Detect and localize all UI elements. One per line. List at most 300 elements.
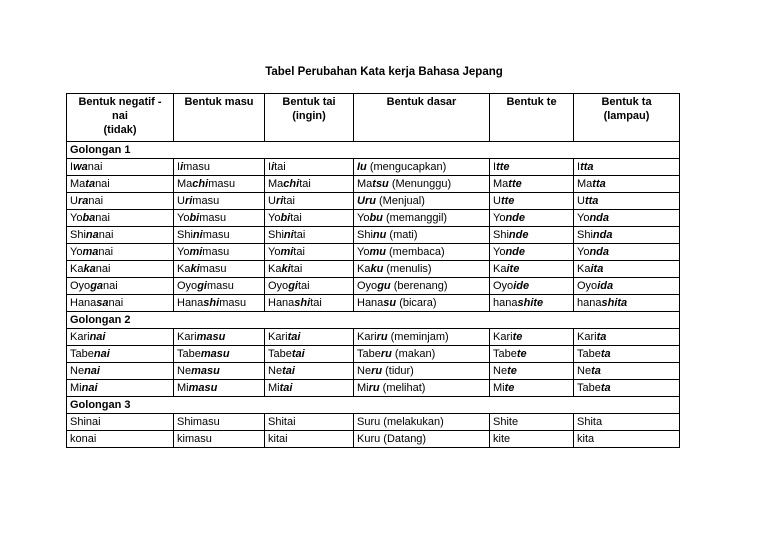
cell-negatif-nai	[67, 278, 174, 295]
word-part: Tabe	[577, 382, 601, 394]
highlighted-syllable: su	[383, 297, 397, 309]
word-part: (berenang)	[390, 280, 448, 292]
cell-negatif-nai	[67, 363, 174, 380]
table-row	[67, 329, 680, 346]
word-part: (bicara)	[396, 297, 437, 309]
cell-te	[490, 363, 574, 380]
cell-masu	[174, 295, 265, 312]
word-part: I	[70, 161, 74, 173]
word-part: Mi	[70, 382, 82, 394]
word-part: Yo	[177, 212, 190, 224]
header-bentuk-tai	[265, 94, 354, 142]
cell-tai	[265, 431, 354, 448]
word-part: Yo	[357, 212, 370, 224]
header-line: Bentuk tai	[282, 96, 336, 108]
word-part: I	[577, 161, 581, 173]
cell-ta	[574, 193, 680, 210]
word-part: nai	[108, 297, 124, 309]
word-part: Ma	[268, 178, 284, 190]
highlighted-syllable: te	[507, 365, 517, 377]
word-part: Oyo	[177, 280, 198, 292]
word-part: kitai	[268, 433, 288, 445]
table-row	[67, 363, 680, 380]
table-row	[67, 176, 680, 193]
word-part: nai	[98, 246, 114, 258]
cell-dasar	[354, 159, 490, 176]
highlighted-syllable: te	[512, 331, 523, 343]
highlighted-syllable: nu	[372, 229, 387, 241]
highlighted-syllable: tta	[584, 195, 599, 207]
word-part: Shi	[268, 229, 284, 241]
cell-masu	[174, 261, 265, 278]
word-part: tai	[293, 246, 305, 258]
word-part: Kari	[577, 331, 597, 343]
word-part: Mi	[493, 382, 505, 394]
word-part: Oyo	[268, 280, 289, 292]
highlighted-syllable: Iu	[357, 161, 367, 173]
header-line: Bentuk negatif -	[78, 96, 162, 108]
word-part: Kari	[70, 331, 90, 343]
cell-te	[490, 295, 574, 312]
word-part: U	[177, 195, 185, 207]
highlighted-syllable: ka	[83, 263, 96, 275]
word-part: (Menunggu)	[388, 178, 452, 190]
word-part: tai	[293, 229, 306, 241]
word-part: Ma	[177, 178, 193, 190]
word-part: Shinai	[70, 416, 101, 428]
cell-negatif-nai	[67, 227, 174, 244]
word-part: (melihat)	[379, 382, 426, 394]
word-part: Ne	[70, 365, 85, 377]
word-part: Kari	[493, 331, 513, 343]
word-part: Yo	[577, 246, 590, 258]
highlighted-syllable: nai	[81, 382, 98, 394]
highlighted-syllable: tte	[508, 178, 522, 190]
word-part: Yo	[493, 246, 506, 258]
word-part: Kuru (Datang)	[357, 433, 427, 445]
word-part: Oyo	[357, 280, 378, 292]
cell-dasar	[354, 193, 490, 210]
table-row	[67, 414, 680, 431]
highlighted-syllable: bu	[369, 212, 383, 224]
word-part: Ne	[493, 365, 508, 377]
word-part: U	[70, 195, 78, 207]
highlighted-syllable: ru	[380, 348, 392, 360]
cell-dasar	[354, 346, 490, 363]
cell-masu	[174, 414, 265, 431]
word-part: Shi	[357, 229, 373, 241]
word-part: Tabe	[177, 348, 201, 360]
group-row	[67, 312, 680, 329]
cell-dasar	[354, 244, 490, 261]
word-part: Yo	[357, 246, 370, 258]
word-part: Ka	[177, 263, 191, 275]
word-part: (meminjam)	[387, 331, 449, 343]
word-part: kita	[577, 433, 595, 445]
cell-te	[490, 227, 574, 244]
word-part: kite	[493, 433, 511, 445]
word-part: masu	[199, 212, 227, 224]
cell-ta	[574, 278, 680, 295]
cell-tai	[265, 159, 354, 176]
cell-dasar	[354, 414, 490, 431]
cell-ta	[574, 210, 680, 227]
header-line: (ingin)	[292, 110, 326, 122]
cell-tai	[265, 346, 354, 363]
highlighted-syllable: sa	[96, 297, 109, 309]
word-part: Oyo	[493, 280, 514, 292]
highlighted-syllable: ga	[90, 280, 104, 292]
highlighted-syllable: ta	[596, 331, 607, 343]
word-part: konai	[70, 433, 97, 445]
highlighted-syllable: shi	[203, 297, 220, 309]
word-part: I	[268, 161, 272, 173]
highlighted-syllable: i	[180, 161, 184, 173]
highlighted-syllable: ba	[82, 212, 96, 224]
cell-masu	[174, 227, 265, 244]
word-part: tai	[297, 280, 310, 292]
word-part: tai	[299, 178, 311, 190]
word-part: U	[577, 195, 585, 207]
highlighted-syllable: gi	[288, 280, 298, 292]
highlighted-syllable: ru	[368, 382, 380, 394]
highlighted-syllable: nde	[505, 246, 526, 258]
verb-conjugation-table	[66, 93, 680, 448]
word-part: Ma	[577, 178, 593, 190]
word-part: Tabe	[357, 348, 381, 360]
word-part: hana	[577, 297, 602, 309]
word-part: (mati)	[386, 229, 418, 241]
word-part: Tabe	[268, 348, 292, 360]
word-part: nai	[103, 280, 118, 292]
header-line: Bentuk masu	[184, 96, 254, 108]
word-part: nai	[95, 263, 111, 275]
word-part: Tabe	[577, 348, 601, 360]
cell-tai	[265, 414, 354, 431]
word-part: Ne	[357, 365, 372, 377]
word-part: Shimasu	[177, 416, 220, 428]
highlighted-syllable: tai	[287, 331, 301, 343]
word-part: Ka	[268, 263, 282, 275]
highlighted-syllable: ita	[590, 263, 604, 275]
highlighted-syllable: ni	[283, 229, 294, 241]
highlighted-syllable: ide	[513, 280, 530, 292]
highlighted-syllable: ku	[370, 263, 384, 275]
cell-tai	[265, 278, 354, 295]
word-part: Hana	[177, 297, 204, 309]
word-part: Hana	[70, 297, 97, 309]
cell-tai	[265, 363, 354, 380]
cell-te	[490, 329, 574, 346]
word-part: (Menjual)	[375, 195, 425, 207]
word-part: masu	[202, 229, 230, 241]
highlighted-syllable: nda	[592, 229, 613, 241]
highlighted-syllable: ru	[376, 331, 388, 343]
cell-negatif-nai	[67, 193, 174, 210]
cell-masu	[174, 363, 265, 380]
cell-te	[490, 176, 574, 193]
highlighted-syllable: chi	[283, 178, 300, 190]
word-part: masu	[199, 263, 227, 275]
cell-negatif-nai	[67, 159, 174, 176]
cell-tai	[265, 210, 354, 227]
cell-masu	[174, 159, 265, 176]
word-part: (membaca)	[385, 246, 445, 258]
highlighted-syllable: ru	[371, 365, 383, 377]
header-line: Bentuk ta	[601, 96, 652, 108]
word-part: masu	[183, 161, 211, 173]
table-row	[67, 227, 680, 244]
word-part: Suru (melakukan)	[357, 416, 444, 428]
word-part: Shita	[577, 416, 603, 428]
word-part: Ma	[70, 178, 86, 190]
word-part: Ne	[268, 365, 283, 377]
cell-ta	[574, 227, 680, 244]
word-part: Shi	[70, 229, 86, 241]
cell-negatif-nai	[67, 431, 174, 448]
word-part: Yo	[70, 212, 83, 224]
table-row	[67, 346, 680, 363]
word-part: Shi	[177, 229, 193, 241]
highlighted-syllable: wa	[73, 161, 88, 173]
word-part: (makan)	[391, 348, 436, 360]
word-part: tai	[290, 263, 303, 275]
word-part: Yo	[177, 246, 190, 258]
table-row	[67, 295, 680, 312]
cell-dasar	[354, 261, 490, 278]
highlighted-syllable: ta	[600, 382, 611, 394]
cell-tai	[265, 329, 354, 346]
word-part: hana	[493, 297, 518, 309]
cell-masu	[174, 278, 265, 295]
word-part: Ka	[493, 263, 507, 275]
word-part: U	[268, 195, 276, 207]
highlighted-syllable: nde	[508, 229, 529, 241]
highlighted-syllable: chi	[192, 178, 209, 190]
highlighted-syllable: masu	[191, 365, 220, 377]
word-part: masu	[206, 280, 234, 292]
cell-dasar	[354, 278, 490, 295]
cell-te	[490, 414, 574, 431]
cell-te	[490, 244, 574, 261]
word-part: Ka	[357, 263, 371, 275]
word-part: tai	[283, 195, 295, 207]
highlighted-syllable: ri	[184, 195, 193, 207]
cell-masu	[174, 380, 265, 397]
cell-tai	[265, 295, 354, 312]
cell-negatif-nai	[67, 414, 174, 431]
cell-negatif-nai	[67, 210, 174, 227]
word-part: (mengucapkan)	[366, 161, 447, 173]
highlighted-syllable: ki	[190, 263, 200, 275]
word-part: U	[493, 195, 501, 207]
cell-masu	[174, 329, 265, 346]
word-part: masu	[202, 246, 230, 258]
header-bentuk-masu	[174, 94, 265, 142]
group-label: Golongan 3	[67, 397, 680, 414]
cell-negatif-nai	[67, 176, 174, 193]
word-part: Hana	[268, 297, 295, 309]
word-part: Shi	[577, 229, 593, 241]
highlighted-syllable: ta	[85, 178, 96, 190]
highlighted-syllable: Uru	[357, 195, 376, 207]
word-part: Yo	[268, 246, 281, 258]
highlighted-syllable: na	[85, 229, 99, 241]
word-part: Yo	[70, 246, 83, 258]
cell-negatif-nai	[67, 244, 174, 261]
highlighted-syllable: tai	[291, 348, 305, 360]
cell-dasar	[354, 210, 490, 227]
word-part: tai	[310, 297, 322, 309]
highlighted-syllable: tta	[580, 161, 594, 173]
cell-dasar	[354, 329, 490, 346]
cell-te	[490, 210, 574, 227]
document-title: Tabel Perubahan Kata kerja Bahasa Jepang	[265, 66, 503, 78]
cell-dasar	[354, 380, 490, 397]
cell-negatif-nai	[67, 329, 174, 346]
highlighted-syllable: ite	[506, 263, 520, 275]
highlighted-syllable: shi	[294, 297, 311, 309]
highlighted-syllable: masu	[188, 382, 218, 394]
word-part: Ma	[493, 178, 509, 190]
header-line: (lampau)	[603, 110, 650, 122]
word-part: I	[493, 161, 497, 173]
cell-te	[490, 346, 574, 363]
highlighted-syllable: nde	[505, 212, 526, 224]
word-part: Ma	[357, 178, 373, 190]
word-part: masu	[192, 195, 220, 207]
table-row	[67, 159, 680, 176]
header-bentuk-dasar	[354, 94, 490, 142]
highlighted-syllable: ni	[192, 229, 203, 241]
word-part: Oyo	[577, 280, 598, 292]
cell-negatif-nai	[67, 380, 174, 397]
highlighted-syllable: tsu	[372, 178, 389, 190]
highlighted-syllable: nda	[589, 246, 610, 258]
word-part: Mi	[357, 382, 369, 394]
table-row	[67, 261, 680, 278]
cell-masu	[174, 244, 265, 261]
highlighted-syllable: mi	[189, 246, 203, 258]
highlighted-syllable: i	[271, 161, 275, 173]
highlighted-syllable: gi	[197, 280, 207, 292]
highlighted-syllable: te	[504, 382, 515, 394]
word-part: tai	[274, 161, 286, 173]
cell-te	[490, 278, 574, 295]
highlighted-syllable: shite	[517, 297, 544, 309]
word-part: Ka	[577, 263, 591, 275]
group-label: Golongan 1	[67, 142, 680, 159]
word-part: Shite	[493, 416, 519, 428]
highlighted-syllable: tai	[279, 382, 293, 394]
highlighted-syllable: tte	[500, 195, 515, 207]
highlighted-syllable: ra	[77, 195, 89, 207]
cell-ta	[574, 414, 680, 431]
cell-tai	[265, 176, 354, 193]
table-row	[67, 278, 680, 295]
cell-ta	[574, 244, 680, 261]
table-row	[67, 210, 680, 227]
cell-masu	[174, 346, 265, 363]
word-part: I	[177, 161, 181, 173]
cell-tai	[265, 227, 354, 244]
highlighted-syllable: ta	[600, 348, 611, 360]
highlighted-syllable: masu	[196, 331, 226, 343]
cell-te	[490, 431, 574, 448]
word-part: Kari	[357, 331, 377, 343]
word-part: nai	[95, 178, 110, 190]
highlighted-syllable: masu	[200, 348, 230, 360]
cell-dasar	[354, 363, 490, 380]
header-bentuk-ta	[574, 94, 680, 142]
cell-negatif-nai	[67, 346, 174, 363]
highlighted-syllable: ki	[281, 263, 291, 275]
highlighted-syllable: tte	[496, 161, 510, 173]
cell-te	[490, 193, 574, 210]
group-row	[67, 397, 680, 414]
word-part: Ka	[70, 263, 84, 275]
highlighted-syllable: bi	[280, 212, 291, 224]
cell-masu	[174, 193, 265, 210]
highlighted-syllable: nai	[89, 331, 106, 343]
word-part: Tabe	[70, 348, 94, 360]
highlighted-syllable: tai	[282, 365, 295, 377]
cell-dasar	[354, 295, 490, 312]
word-part: Oyo	[70, 280, 91, 292]
word-part: nai	[95, 212, 110, 224]
header-line: Bentuk te	[506, 96, 557, 108]
cell-ta	[574, 295, 680, 312]
highlighted-syllable: ma	[82, 246, 99, 258]
word-part: masu	[208, 178, 236, 190]
table-body	[67, 142, 680, 448]
highlighted-syllable: gu	[377, 280, 391, 292]
cell-tai	[265, 193, 354, 210]
cell-ta	[574, 380, 680, 397]
table-row	[67, 380, 680, 397]
cell-masu	[174, 431, 265, 448]
cell-te	[490, 380, 574, 397]
word-part: (memanggil)	[382, 212, 448, 224]
cell-dasar	[354, 227, 490, 244]
cell-negatif-nai	[67, 295, 174, 312]
word-part: kimasu	[177, 433, 212, 445]
word-part: Kari	[268, 331, 288, 343]
cell-tai	[265, 380, 354, 397]
cell-ta	[574, 346, 680, 363]
highlighted-syllable: mi	[280, 246, 294, 258]
header-bentuk-negatif-nai	[67, 94, 174, 142]
word-part: Shitai	[268, 416, 296, 428]
word-part: nai	[98, 229, 114, 241]
word-part: masu	[219, 297, 247, 309]
word-part: tai	[290, 212, 302, 224]
word-part: nai	[88, 195, 104, 207]
word-part: Yo	[493, 212, 506, 224]
highlighted-syllable: shita	[601, 297, 628, 309]
highlighted-syllable: nda	[589, 212, 610, 224]
highlighted-syllable: nai	[93, 348, 110, 360]
highlighted-syllable: ta	[591, 365, 601, 377]
highlighted-syllable: te	[516, 348, 527, 360]
cell-tai	[265, 261, 354, 278]
word-part: Ne	[577, 365, 592, 377]
cell-ta	[574, 329, 680, 346]
word-part: Yo	[577, 212, 590, 224]
table-row	[67, 193, 680, 210]
cell-te	[490, 261, 574, 278]
table-row	[67, 244, 680, 261]
